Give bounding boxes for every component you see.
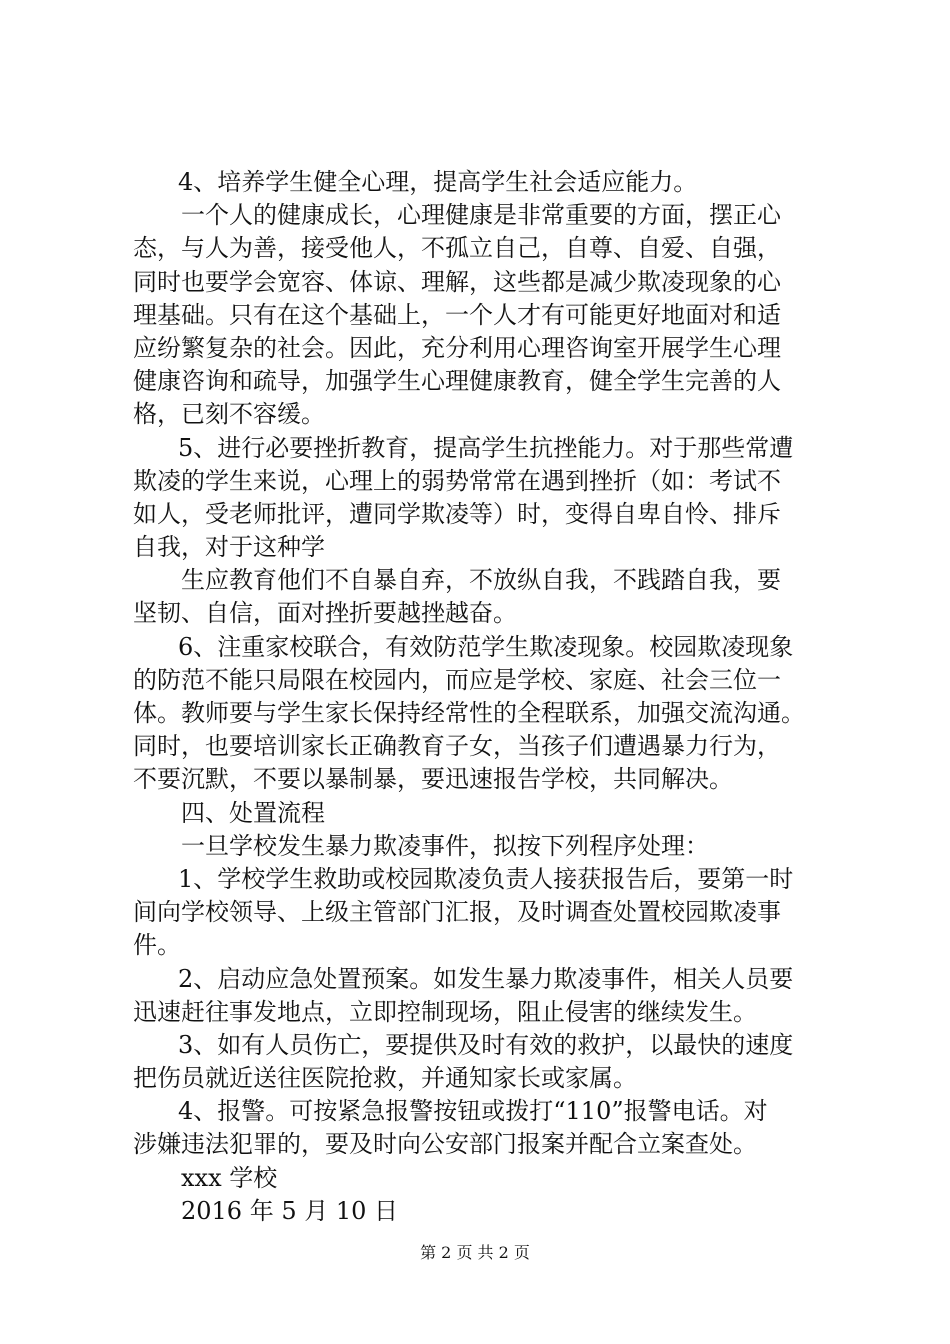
text-line: 坚韧、自信，面对挫折要越挫越奋。 (133, 599, 517, 628)
text-line: 应纷繁复杂的社会。因此，充分利用心理咨询室开展学生心理 (133, 333, 781, 362)
text-line: 间向学校领导、上级主管部门汇报，及时调查处置校园欺凌事 (133, 898, 781, 927)
text-line: 迅速赶往事发地点，立即控制现场，阻止侵害的继续发生。 (133, 997, 757, 1026)
text-line: 不要沉默，不要以暴制暴，要迅速报告学校，共同解决。 (133, 765, 733, 794)
text-line: 把伤员就近送往医院抢救，并通知家长或家属。 (133, 1064, 637, 1093)
text-line: 健康咨询和疏导，加强学生心理健康教育，健全学生完善的人 (133, 367, 781, 396)
text-line: 2、启动应急处置预案。如发生暴力欺凌事件，相关人员要 (178, 964, 794, 993)
page-footer (0, 1243, 950, 1263)
text-line: 6、注重家校联合，有效防范学生欺凌现象。校园欺凌现象 (178, 632, 794, 661)
text-line: 一个人的健康成长，心理健康是非常重要的方面，摆正心 (181, 201, 781, 230)
signature-date: 2016 年 5 月 10 日 (181, 1196, 399, 1225)
text-line: 的防范不能只局限在校园内，而应是学校、家庭、社会三位一 (133, 665, 781, 694)
text-line: 格，已刻不容缓。 (133, 400, 325, 429)
text-line: 同时，也要培训家长正确教育子女，当孩子们遭遇暴力行为， (133, 732, 781, 761)
page-number-label: 第 2 页 共 2 页 (420, 1243, 530, 1262)
text-line: 涉嫌违法犯罪的，要及时向公安部门报案并配合立案查处。 (133, 1130, 757, 1159)
text-line: 欺凌的学生来说，心理上的弱势常常在遇到挫折（如：考试不 (133, 466, 781, 495)
text-line: 4、报警。可按紧急报警按钮或拨打“110”报警电话。对 (178, 1097, 768, 1126)
text-line: 态，与人为善，接受他人，不孤立自己，自尊、自爱、自强， (133, 234, 781, 263)
text-line: 4、培养学生健全心理，提高学生社会适应能力。 (178, 168, 698, 196)
text-line: 生应教育他们不自暴自弃，不放纵自我，不践踏自我，要 (181, 566, 781, 595)
signature-school: xxx 学校 (181, 1163, 278, 1192)
text-line: 自我，对于这种学 (133, 533, 325, 562)
text-line: 同时也要学会宽容、体谅、理解，这些都是减少欺凌现象的心 (133, 267, 781, 296)
text-line: 件。 (133, 931, 181, 960)
text-line: 体。教师要与学生家长保持经常性的全程联系，加强交流沟通。 (133, 699, 805, 727)
text-line: 理基础。只有在这个基础上，一个人才有可能更好地面对和适 (133, 300, 781, 329)
section-heading: 四、处置流程 (181, 798, 325, 827)
text-line: 一旦学校发生暴力欺凌事件，拟按下列程序处理： (181, 831, 709, 860)
text-line: 3、如有人员伤亡，要提供及时有效的救护，以最快的速度 (178, 1030, 794, 1059)
document-body (133, 166, 853, 1228)
text-line: 如人，受老师批评，遭同学欺凌等）时，变得自卑自怜、排斥 (133, 499, 781, 528)
text-line: 5、进行必要挫折教育，提高学生抗挫能力。对于那些常遭 (178, 433, 794, 462)
text-line: 1、学校学生救助或校园欺凌负责人接获报告后，要第一时 (178, 864, 794, 893)
